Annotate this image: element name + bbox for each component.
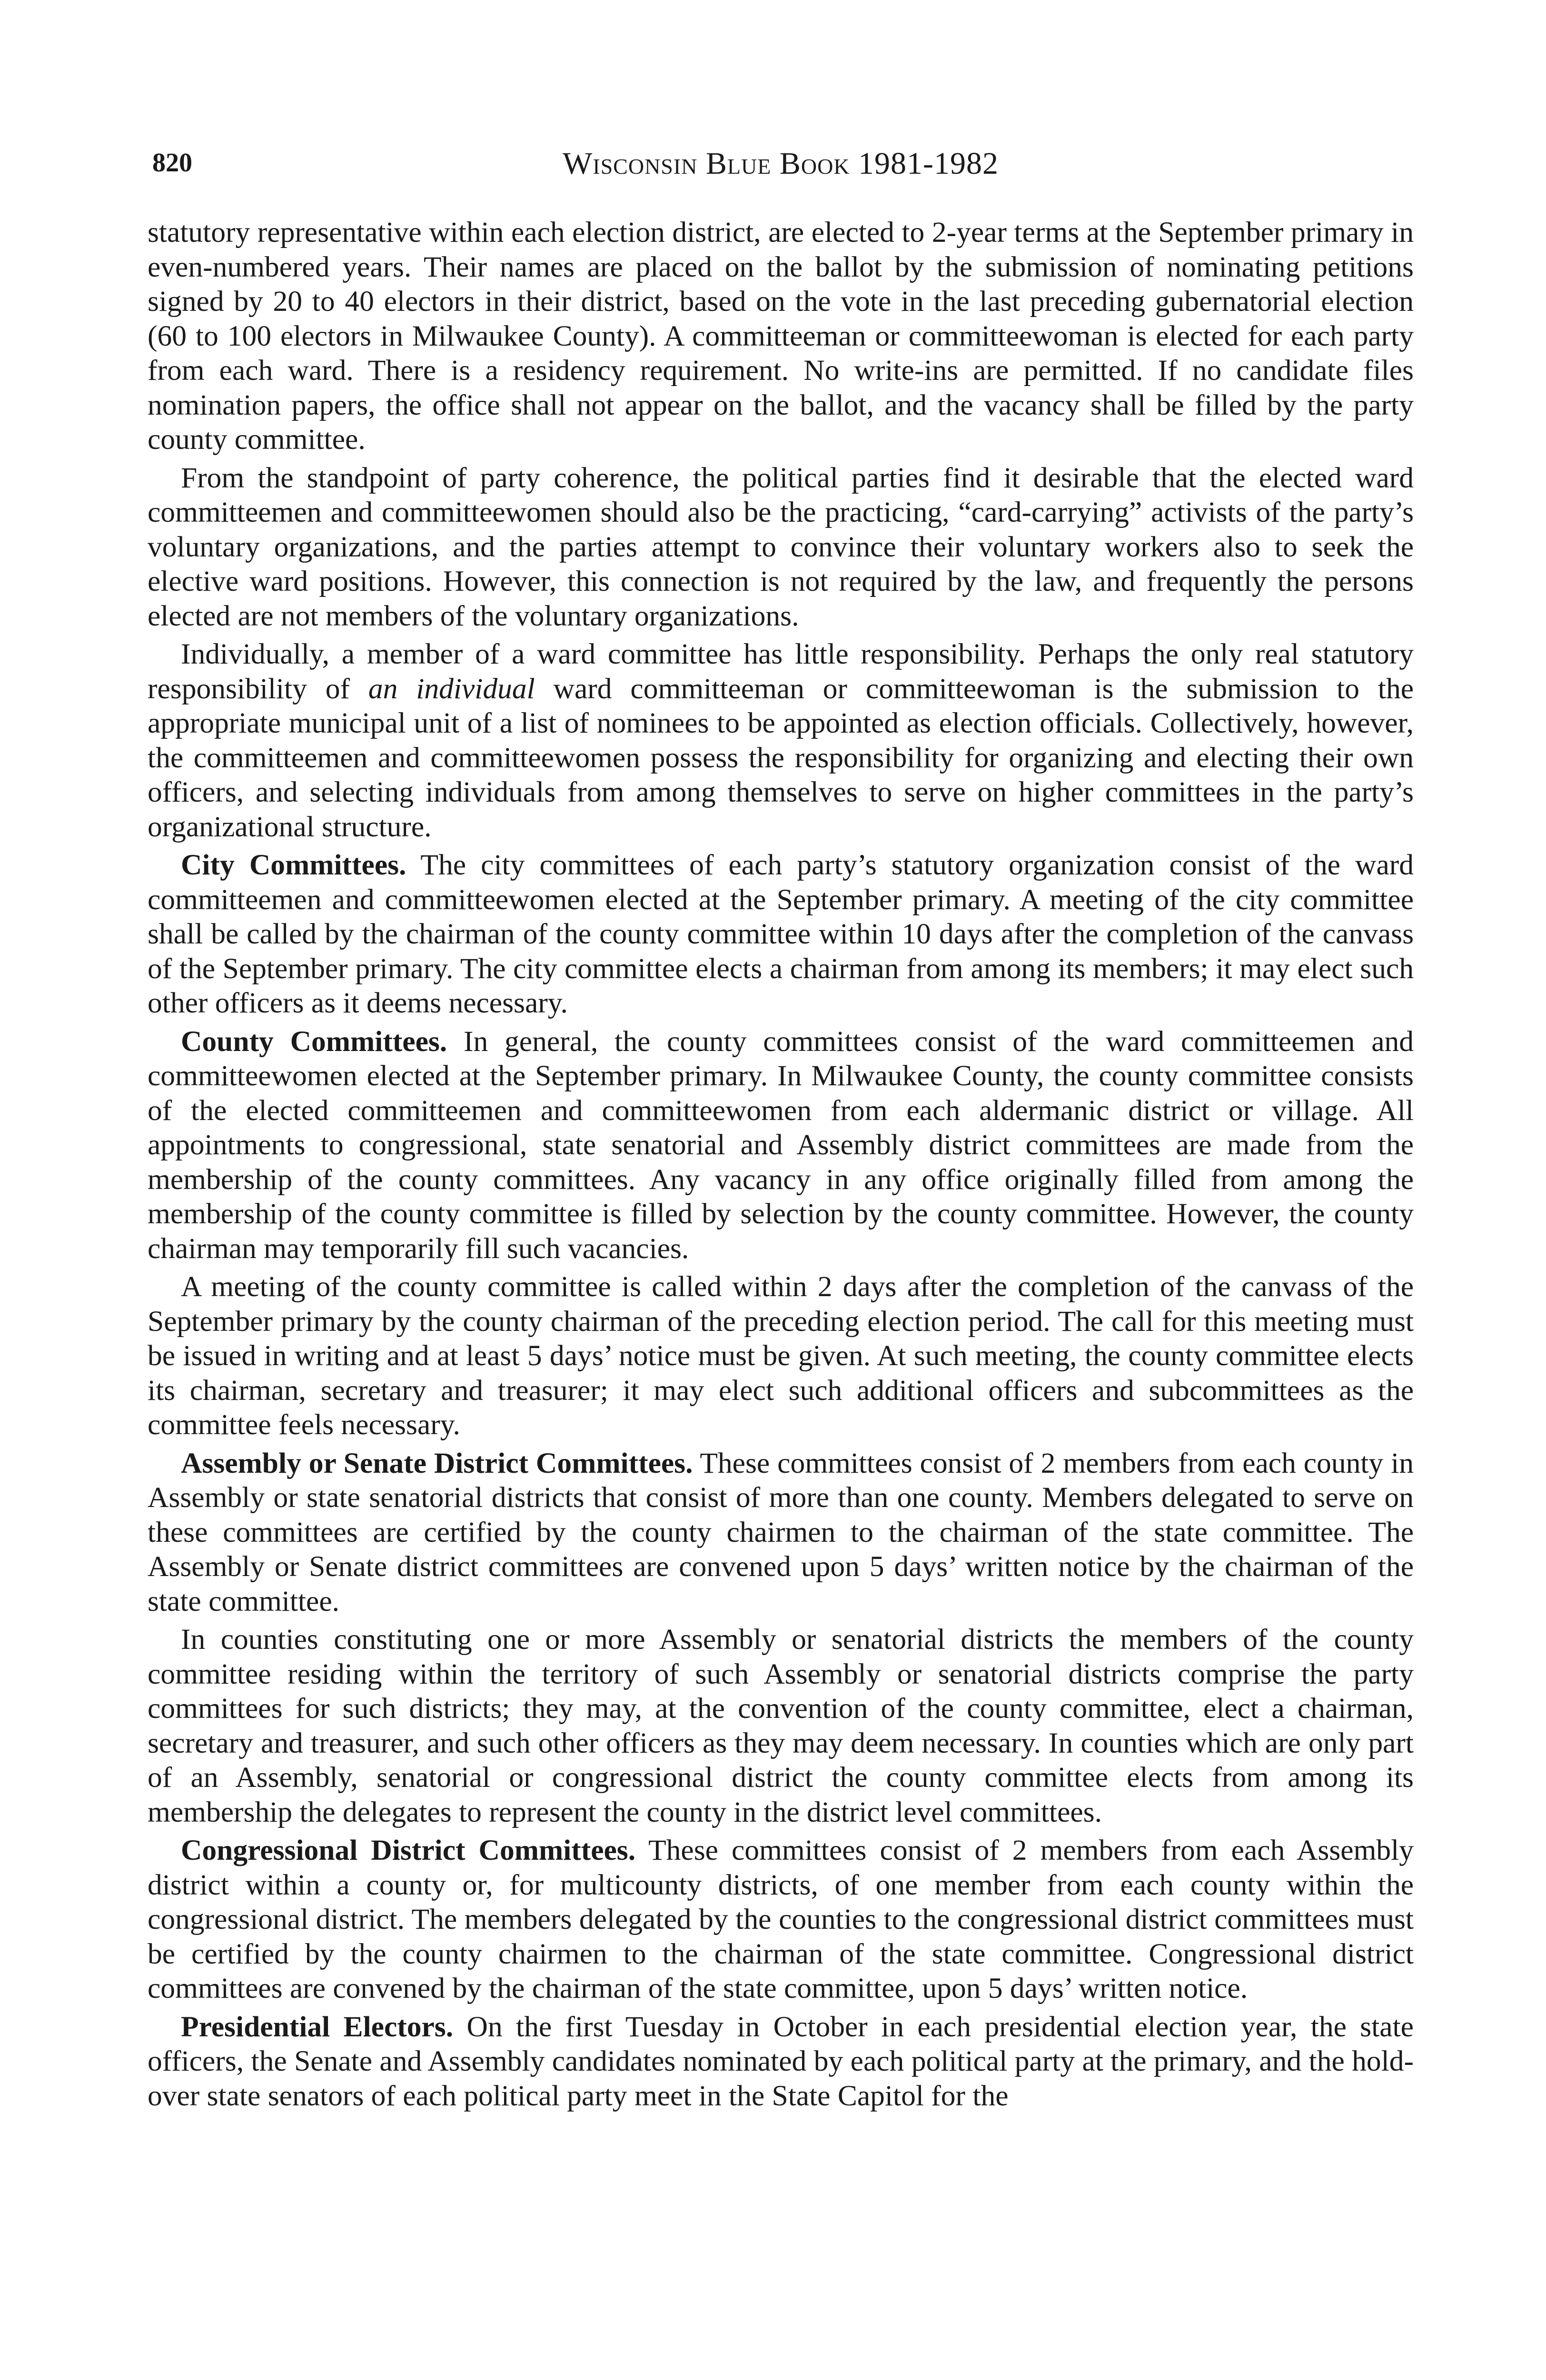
running-head: Wisconsin Blue Book 1981-1982 (562, 146, 999, 181)
paragraph-text: On the first Tuesday in October in each presidential election year, the state officers, the Senate and Assembly candidates nominated by each political party at the primary, and the hold-over state senators of each political party meet in the State Capitol for the (148, 2010, 1414, 2112)
paragraph-text: In counties constituting one or more Assembly or senatorial districts the members of the county committee residing within the territory of such Assembly or senatorial districts comprise the party committees for such districts; they may, at the convention of the county committee, elect a chairman, secretary and treasurer, and such other officers as they may deem necessary. In counties which are only part of an Assembly, senatorial or congressional district the county committee elects from among its membership the delegates to represent the county in the district level committees. (148, 1623, 1414, 1828)
page-number: 820 (152, 148, 192, 178)
book-page (148, 143, 1414, 2117)
italic-phrase: an individual (368, 672, 535, 705)
paragraph-county-committees (148, 1024, 1414, 1266)
section-heading: Presidential Electors. (181, 2010, 454, 2043)
body-text (148, 215, 1414, 2113)
paragraph-presidential-electors (148, 2010, 1414, 2113)
paragraph-ward-committee-election (148, 215, 1414, 457)
paragraph-party-coherence (148, 461, 1414, 634)
paragraph-text: In general, the county committees consist of the ward committeemen and committeewomen elected at the September primary. In Milwaukee County, the county committee consists of the elected committeemen and committeewomen from each aldermanic district or village. All appointments to congressional, state senatorial and Assembly district committees are made from the membership of the county committees. Any vacancy in any office originally filled from among the membership of the county committee is filled by selection by the county committee. However, the county chairman may temporarily fill such vacancies. (148, 1025, 1414, 1265)
paragraph-text: ward committeeman or committeewoman is the submission to the appropriate municipal unit of a list of nominees to be appointed as election officials. Collectively, however, the committeemen and committeewomen possess the responsibility for organizing and electing their own officers, and selecting individuals from among themselves to serve on higher committees in the party’s organizational structure. (148, 672, 1414, 843)
paragraph-text: The city committees of each party’s statutory organization consist of the ward committeemen and committeewomen elected at the September primary. A meeting of the city committee shall be called by the chairman of the county committee within 10 days after the completion of the canvass of the September primary. The city committee elects a chairman from among its members; it may elect such other officers as it deems necessary. (148, 849, 1414, 1019)
section-heading: City Committees. (181, 849, 406, 881)
page-header (148, 143, 1414, 195)
paragraph-city-committees (148, 848, 1414, 1021)
paragraph-text: statutory representative within each election district, are elected to 2-year terms at the September primary in even-numbered years. Their names are placed on the ballot by the submission of nominating petitions signed by 20 to 40 electors in their district, based on the vote in the last preceding gubernatorial election (60 to 100 electors in Milwaukee County). A committeeman or committeewoman is elected for each party from each ward. There is a residency requirement. No write-ins are permitted. If no candidate files nomination papers, the office shall not appear on the ballot, and the vacancy shall be filled by the party county committee. (148, 216, 1414, 456)
section-heading: Assembly or Senate District Committees. (181, 1447, 693, 1479)
paragraph-county-committee-meeting (148, 1269, 1414, 1442)
paragraph-text: Individually, a member of a ward committee has little responsibility. Perhaps the only real statutory responsibility of (148, 638, 1414, 705)
section-heading: Congressional District Committees. (181, 1834, 636, 1866)
paragraph-text: These committees consist of 2 members from each Assembly district within a county or, for multicounty districts, of one member from each county within the congressional district. The members delegated by the counties to the congressional district committees must be certified by the county chairmen to the chairman of the state committee. Congressional district committees are convened by the chairman of the state committee, upon 5 days’ written notice. (148, 1834, 1414, 2004)
paragraph-text: These committees consist of 2 members from each county in Assembly or state senatorial districts that consist of more than one county. Members delegated to serve on these committees are certified by the county chairmen to the chairman of the state committee. The Assembly or Senate district committees are convened upon 5 days’ written notice by the chairman of the state committee. (148, 1447, 1414, 1617)
paragraph-counties-constituting-districts (148, 1622, 1414, 1829)
paragraph-congressional-committees (148, 1833, 1414, 2006)
paragraph-assembly-senate-committees (148, 1446, 1414, 1619)
section-heading: County Committees. (181, 1025, 447, 1058)
paragraph-text: A meeting of the county committee is called within 2 days after the completion of the canvass of the September primary by the county chairman of the preceding election period. The call for this meeting must be issued in writing and at least 5 days’ notice must be given. At such meeting, the county committee elects its chairman, secretary and treasurer; it may elect such additional officers and subcommittees as the committee feels necessary. (148, 1270, 1414, 1441)
paragraph-ward-member-responsibility (148, 637, 1414, 844)
paragraph-text: From the standpoint of party coherence, the political parties find it desirable that the elected ward committeemen and committeewomen should also be the practicing, “card-carrying” activists of the party’s voluntary organizations, and the parties attempt to convince their voluntary workers also to seek the elective ward positions. However, this connection is not required by the law, and frequently the persons elected are not members of the voluntary organizations. (148, 461, 1414, 632)
